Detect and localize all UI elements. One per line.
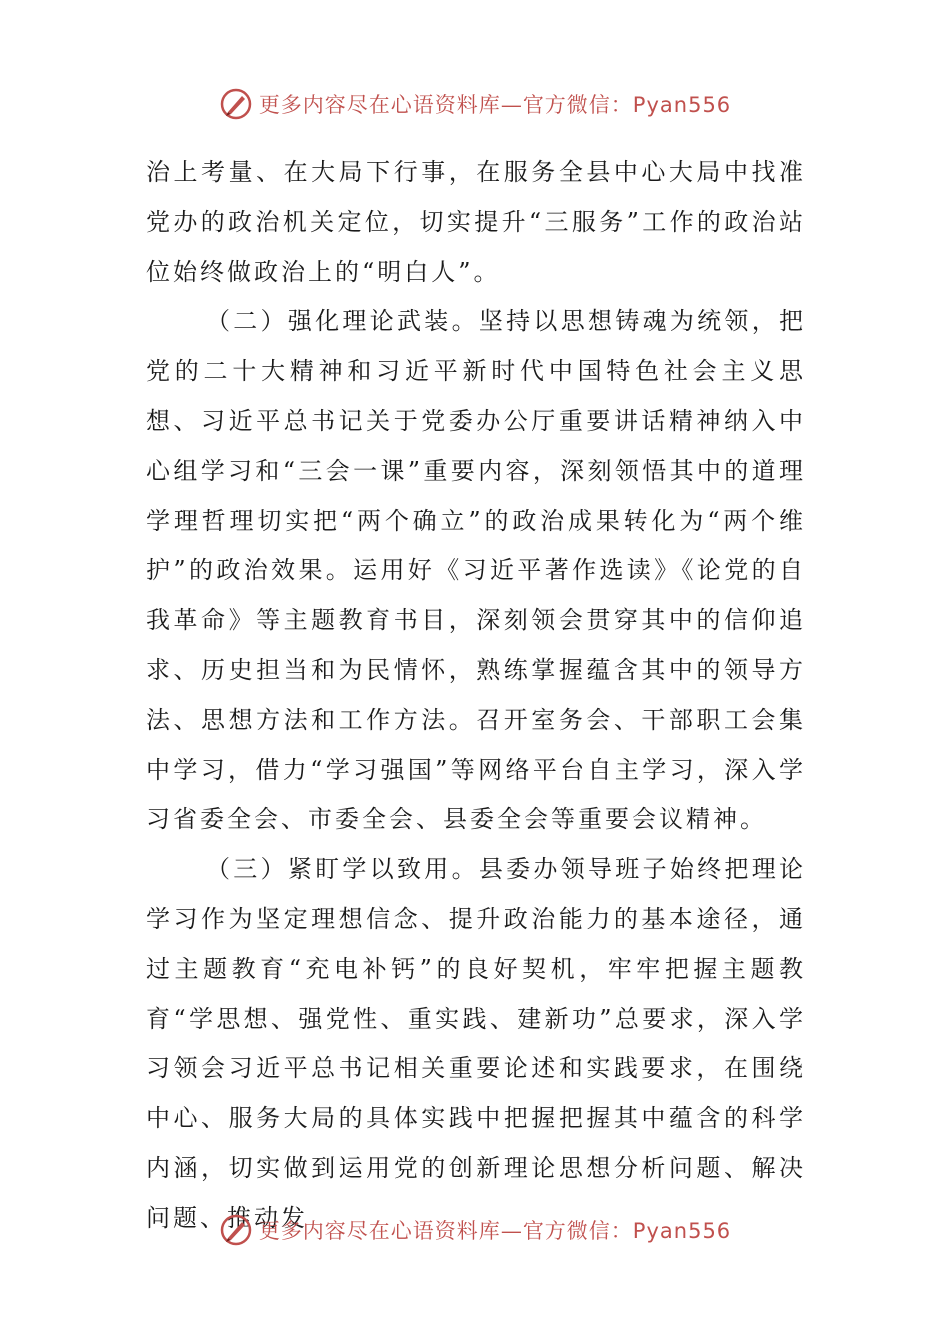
paragraph-apply-learning: （三）紧盯学以致用。县委办领导班子始终把理论学习作为坚定理想信念、提升政治能力的基本途径，通过主题教育“充电补钙”的良好契机，牢牢把握主题教育“学思想、强党性、重实践、建新功”总要求，深入学习领会习近平总书记相关重要论述和实践要求，在围绕中心、服务大局的具体实践中把握把握其中蕴含的科学内涵，切实做到运用党的创新理论思想分析问题、解决问题、推动发 [146,855,806,1232]
pen-logo-icon [219,1213,253,1247]
document-body [146,148,806,1244]
header-banner-text: 更多内容尽在心语资料库—官方微信：Pyan556 [258,93,732,117]
pen-logo-icon [219,87,253,121]
header-banner [0,84,950,124]
paragraph-continued: 治上考量、在大局下行事，在服务全县中心大局中找准党办的政治机关定位，切实提升“三服务”工作的政治站位始终做政治上的“明白人”。 [146,158,806,286]
footer-banner-text: 更多内容尽在心语资料库—官方微信：Pyan556 [258,1219,732,1243]
footer-banner [0,1210,950,1250]
paragraph-theory-arming: （二）强化理论武装。坚持以思想铸魂为统领，把党的二十大精神和习近平新时代中国特色社会主义思想、习近平总书记关于党委办公厅重要讲话精神纳入中心组学习和“三会一课”重要内容，深刻领悟其中的道理学理哲理切实把“两个确立”的政治成果转化为“两个维护”的政治效果。运用好《习近平著作选读》《论党的自我革命》等主题教育书目，深刻领会贯穿其中的信仰追求、历史担当和为民情怀，熟练掌握蕴含其中的领导方法、思想方法和工作方法。召开室务会、干部职工会集中学习，借力“学习强国”等网络平台自主学习，深入学习省委全会、市委全会、县委全会等重要会议精神。 [146,307,806,834]
